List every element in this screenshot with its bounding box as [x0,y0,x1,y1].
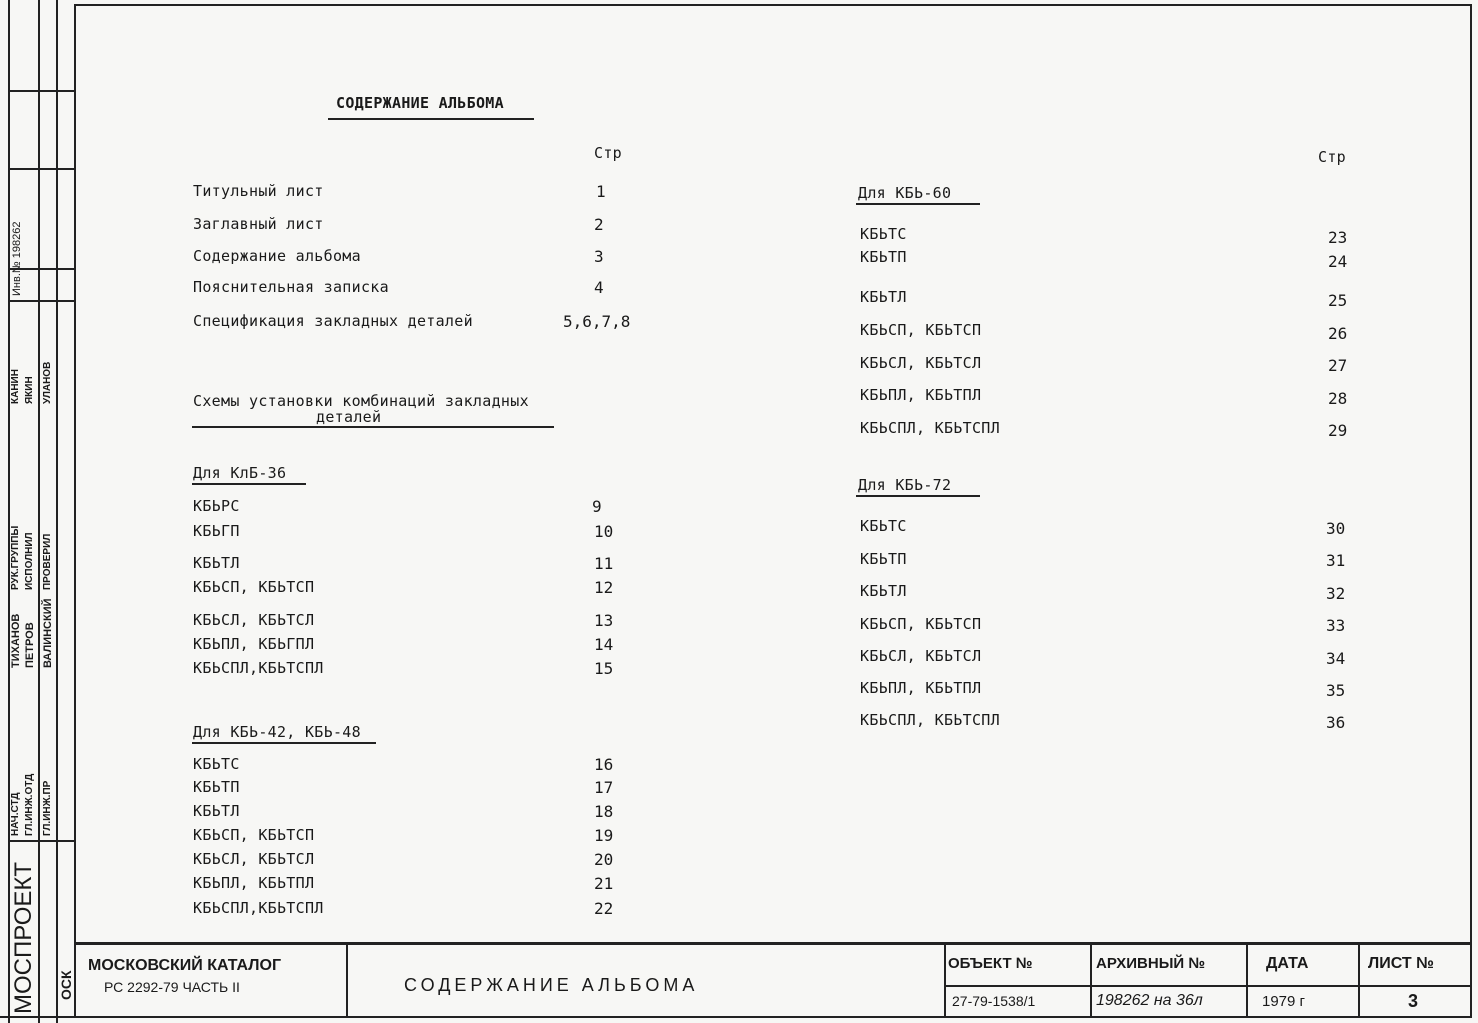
list-item-page: 25 [1328,291,1348,310]
list-item: КБЬТЛ [860,288,907,306]
list-item-page: 31 [1326,551,1346,570]
list-item: КБЬСП, КБЬТСП [193,826,315,844]
list-item: КБЬГП [193,522,240,540]
margin-role: ГЛ.ИНЖ.ОТД [24,773,35,836]
list-item-page: 15 [594,659,614,678]
list-item-page: 2 [594,215,604,234]
page-col-header-right: Стр [1318,148,1346,166]
list-item-page: 35 [1326,681,1346,700]
margin-role: ГЛ.ИНЖ.ПР [42,780,53,836]
margin-name: ТИХАНОВ [10,613,22,668]
list-item: КБЬТП [860,248,907,266]
list-item: Заглавный лист [193,215,324,233]
list-item-page: 14 [594,635,614,654]
list-item-page: 23 [1328,228,1348,247]
scheme-heading-cont: деталей [316,408,382,426]
list-item-page: 32 [1326,584,1346,603]
list-item: КБЬТС [860,517,907,535]
group-underline [856,495,980,497]
margin-name: УЛАНОВ [42,361,53,404]
archive-label: АРХИВНЫЙ № [1096,955,1206,972]
catalog-name: МОСКОВСКИЙ КАТАЛОГ [88,957,282,974]
list-item: КБЬСЛ, КБЬТСЛ [193,611,315,629]
list-item: КБЬПЛ, КБЬГПЛ [193,635,315,653]
group-underline [192,483,306,485]
group-underline [192,742,376,744]
list-item-page: 16 [594,755,614,774]
title-underline [328,118,534,120]
department-name: ОСК [58,970,74,1000]
catalog-number: РС 2292-79 ЧАСТЬ II [104,979,240,995]
date-value: 1979 г [1262,993,1306,1010]
list-item: КБЬСП, КБЬТСП [193,578,315,596]
list-item-page: 29 [1328,421,1348,440]
group-title: Для КБЬ-72 [858,476,952,494]
margin-name: ЯКИН [24,376,35,404]
title-block [74,942,1472,1018]
margin-name: ПЕТРОВ [24,622,36,668]
list-item-page: 36 [1326,713,1346,732]
list-item: КБЬСПЛ,КБЬТСПЛ [193,899,324,917]
list-item-page: 21 [594,874,614,893]
page-title: СОДЕРЖАНИЕ АЛЬБОМА [336,94,504,112]
group-title: Для КБЬ-42, КБЬ-48 [193,723,361,741]
list-item: Содержание альбома [193,247,361,265]
list-item-page: 28 [1328,389,1348,408]
list-item-page: 1 [596,182,606,201]
list-item-page: 33 [1326,616,1346,635]
list-item: КБЬТЛ [193,802,240,820]
list-item: КБЬСПЛ, КБЬТСПЛ [860,419,1000,437]
list-item: КБЬСЛ, КБЬТСЛ [860,647,982,665]
list-item: КБЬТП [860,550,907,568]
list-item-page: 24 [1328,252,1348,271]
list-item-page: 13 [594,611,614,630]
scheme-heading: Схемы установки комбинаций закладных [193,392,529,410]
archive-value: 198262 на 36л [1096,992,1203,1009]
object-value: 27-79-1538/1 [952,993,1036,1009]
list-item-page: 34 [1326,649,1346,668]
list-item-page: 3 [594,247,604,266]
sheet-title: СОДЕРЖАНИЕ АЛЬБОМА [404,975,699,995]
list-item: КБЬПЛ, КБЬТПЛ [860,679,982,697]
list-item: Титульный лист [193,182,324,200]
list-item: КБЬСП, КБЬТСП [860,321,982,339]
left-margin-strip [0,0,74,1023]
list-item-page: 11 [594,554,614,573]
list-item-page: 22 [594,899,614,918]
list-item-page: 9 [592,497,602,516]
inventory-number: Инв.№ 198262 [11,221,23,296]
list-item: КБЬТЛ [860,582,907,600]
list-item: КБЬПЛ, КБЬТПЛ [860,386,982,404]
list-item-page: 12 [594,578,614,597]
margin-name: ВАЛИНСКИЙ [42,598,54,668]
list-item-page: 19 [594,826,614,845]
scheme-underline [192,426,554,428]
list-item-page: 27 [1328,356,1348,375]
list-item-page: 26 [1328,324,1348,343]
margin-role: РУК.ГРУППЫ [10,525,21,590]
list-item-page: 30 [1326,519,1346,538]
list-item: КБЬСПЛ,КБЬТСПЛ [193,659,324,677]
sheet-number-value: 3 [1408,991,1419,1011]
group-title: Для КлБ-36 [193,464,287,482]
list-item-page: 18 [594,802,614,821]
object-label: ОБЪЕКТ № [948,955,1033,972]
list-item-page: 5,6,7,8 [563,312,631,331]
list-item: КБЬСП, КБЬТСП [860,615,982,633]
list-item: КБЬПЛ, КБЬТПЛ [193,874,315,892]
list-item: КБЬСЛ, КБЬТСЛ [860,354,982,372]
list-item: КБЬСЛ, КБЬТСЛ [193,850,315,868]
margin-role: ПРОВЕРИЛ [42,533,53,590]
list-item: КБЬСПЛ, КБЬТСПЛ [860,711,1000,729]
sheet-number-label: ЛИСТ № [1368,955,1434,972]
list-item-page: 10 [594,522,614,541]
list-item: КБЬТП [193,778,240,796]
list-item: КБЬТЛ [193,554,240,572]
margin-role: НАЧ.СТД [10,792,21,836]
list-item-page: 4 [594,278,604,297]
date-label: ДАТА [1266,955,1309,972]
list-item: КБЬТС [193,755,240,773]
group-underline [856,203,980,205]
margin-name: КАНИН [10,369,21,404]
list-item-page: 17 [594,778,614,797]
margin-role: ИСПОЛНИЛ [24,532,35,590]
list-item: КБЬТС [860,225,907,243]
list-item: КБЬРС [193,497,240,515]
list-item: Пояснительная записка [193,278,389,296]
page-col-header-left: Стр [594,144,622,162]
list-item-page: 20 [594,850,614,869]
organization-name: МОСПРОЕКТ [10,861,37,1014]
group-title: Для КБЬ-60 [858,184,952,202]
list-item: Спецификация закладных деталей [193,312,473,330]
